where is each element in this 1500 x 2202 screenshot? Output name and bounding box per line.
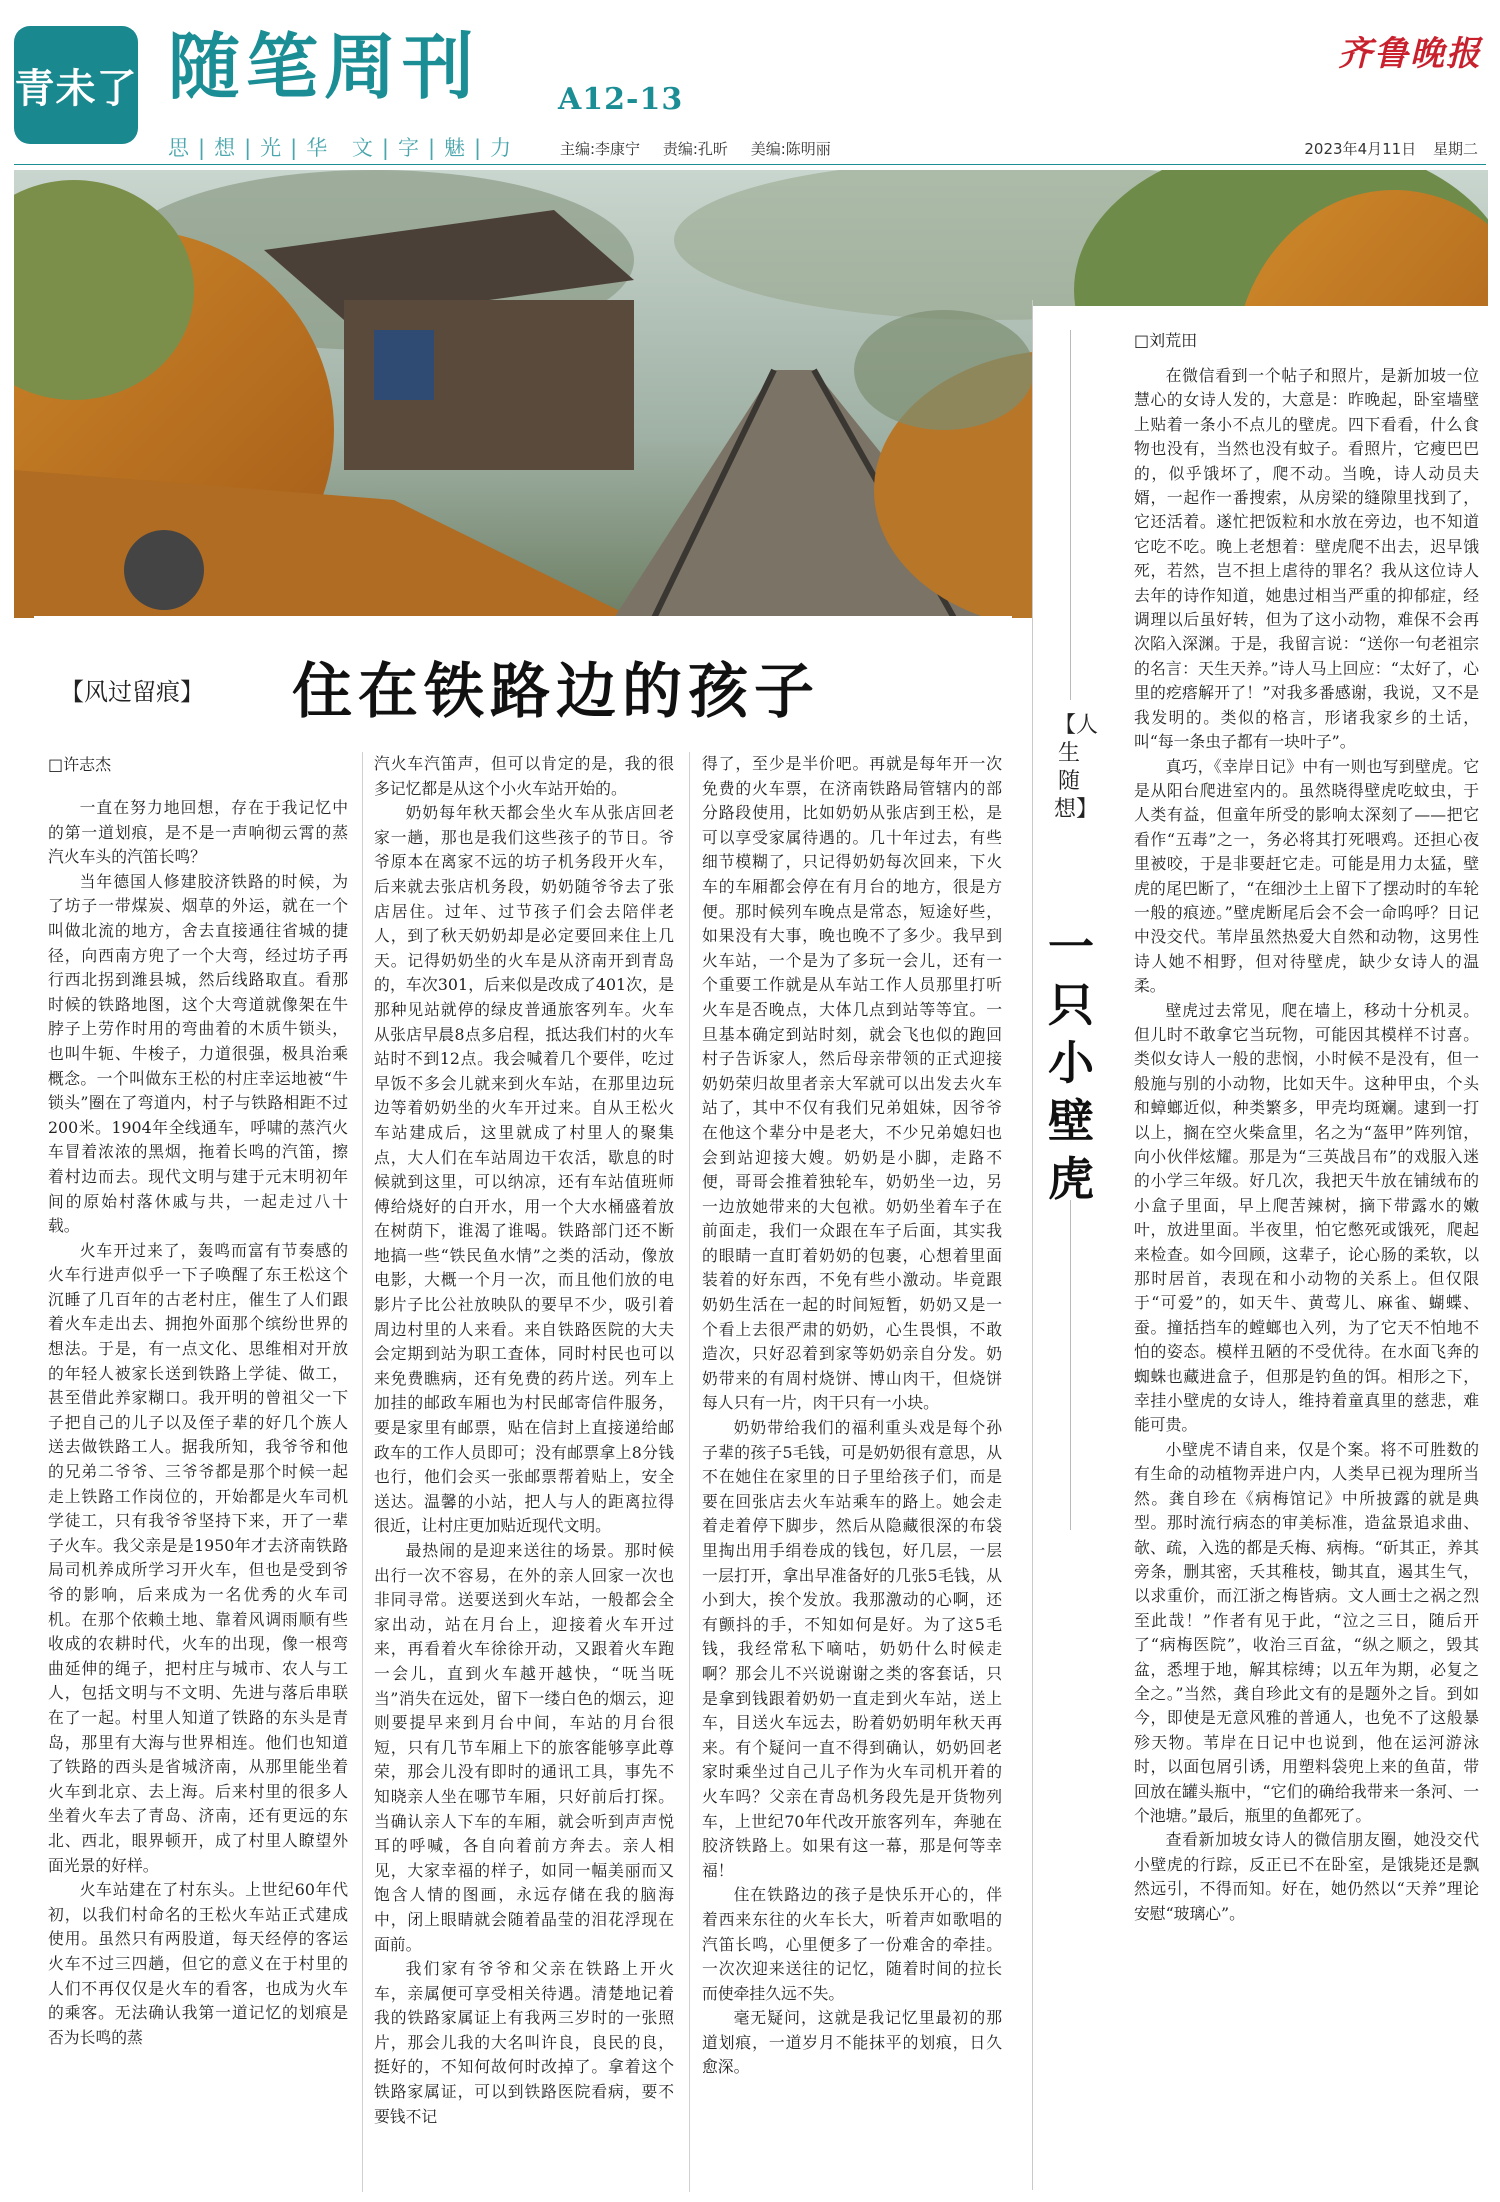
paragraph: 在微信看到一个帖子和照片，是新加坡一位慧心的女诗人发的，大意是：昨晚起，卧室墙壁上贴着一条小不点儿的壁虎。四下看看，什么食物也没有，当然也没有蚊子。看照片，它瘦巴巴的，似乎饿坏了，爬不动。当晚，诗人动员夫婿，一起作一番搜索，从房梁的缝隙里找到了，它还活着。遂忙把饭粒和水放在旁边，也不知道它吃不吃。晚上老想着：壁虎爬不出去，迟早饿死，若然，岂不担上虐待的罪名？我从这位诗人去年的诗作知道，她患过相当严重的抑郁症，经调理以后虽好转，但为了这小动物，难保不会再次陷入深渊。于是，我留言说：“送你一句老祖宗的名言：天生天养。”诗人马上回应：“太好了，心里的疙瘩解开了！”对我多番感谢，我说，又不是我发明的。类似的格言，形诸我家乡的土话，叫“每一条虫子都有一块叶子”。 <box>1134 366 1479 752</box>
paragraph: 真巧，《幸岸日记》中有一则也写到壁虎。它是从阳台爬进室内的。虽然晓得壁虎吃蚊虫，于人类有益，但童年所受的影响太深刻了——把它看作“五毒”之一，务必将其打死喂鸡。还担心夜里被咬，于是非要赶它走。可能是用力太猛，壁虎的尾巴断了，“在细沙土上留下了摆动时的车轮一般的痕迹。”壁虎断尾后会不会一命呜呼？日记中没交代。苇岸虽然热爱大自然和动物，这男性诗人她不相野，但对待壁虎，缺少女诗人的温柔。 <box>1134 756 1479 996</box>
duty-editor: 责编:孔昕 <box>662 140 728 158</box>
article-column-3 <box>702 752 1002 2192</box>
newspaper-brand: 齐鲁晚报 <box>1338 34 1482 74</box>
article-column-1 <box>48 796 348 2192</box>
masthead-divider <box>14 164 1486 165</box>
column-tag: 【风过留痕】 <box>60 678 204 706</box>
paragraph: 奶奶带给我们的福利重头戏是每个孙子辈的孩子5毛钱，可是奶奶很有意思，从不在她住在家里的日子里给孩子们，而是要在回张店去火车站乘车的路上。她会走着走着停下脚步，然后从隐藏很深的布袋里掏出用手绢卷成的钱包，好几层，一层一层打开，拿出早准备好的几张5毛钱，从小到大，挨个发放。我那激动的心啊，还有颤抖的手，不知如何是好。为了这5毛钱，我经常私下嘀咕，奶奶什么时候走啊？那会儿不兴说谢谢之类的客套话，只是拿到钱跟着奶奶一直走到火车站，送上车，目送火车远去，盼着奶奶明年秋天再来。有个疑问一直不得到确认，奶奶回老家时乘坐过自己儿子作为火车司机开着的火车吗？父亲在青岛机务段先是开货物列车，上世纪70年代改开旅客列车，奔驰在胶济铁路上。如果有这一幕，那是何等幸福！ <box>702 1418 1002 1880</box>
vertical-rule-bottom <box>1070 1200 1071 1530</box>
paragraph: 小壁虎不请自来，仅是个案。将不可胜数的有生命的动植物弄进户内，人类早已视为理所当然。龚自珍在《病梅馆记》中所披露的就是典型。那时流行病态的审美标准，造盆景追求曲、欹、疏，入选的都是夭梅、病梅。“斫其正，养其旁条，删其密，夭其稚枝，锄其直，遏其生气，以求重价，而江浙之梅皆病。文人画士之祸之烈至此哉！”作者有见于此，“泣之三日，随后开了“病梅医院”，收治三百盆，“纵之顺之，毁其盆，悉埋于地，解其棕缚；以五年为期，必复之全之。”当然，龚自珍此文有的是题外之旨。到如今，即使是无意风雅的普通人，也免不了这般暴殄天物。苇岸在日记中也说到，他在运河游泳时，以面包屑引诱，用塑料袋兜上来的鱼苗，带回放在罐头瓶中，“它们的确给我带来一条河、一个池塘。”最后，瓶里的鱼都死了。 <box>1134 1439 1479 1825</box>
paragraph: 奶奶每年秋天都会坐火车从张店回老家一趟，那也是我们这些孩子的节日。爷爷原本在离家不远的坊子机务段开火车，后来就去张店机务段，奶奶随爷爷去了张店居住。过年、过节孩子们会去陪伴老人，到了秋天奶奶却是必定要回来住上几天。记得奶奶坐的火车是从济南开到青岛的，车次301，后来似是改成了401次，是那种见站就停的绿皮普通旅客列车。火车从张店早晨8点多启程，抵达我们村的火车站时不到12点。我会喊着几个要伴，吃过早饭不多会儿就来到火车站，在那里边玩边等着奶奶坐的火车开过来。自从王松火车站建成后，这里就成了村里人的聚集点，大人们在车站周边干农活，歇息的时候就到这里，可以纳凉，还有车站值班师傅给烧好的白开水，用一个大水桶盛着放在树荫下，谁渴了谁喝。铁路部门还不断地搞一些“铁民鱼水情”之类的活动，像放电影，大概一个月一次，而且他们放的电影片子比公社放映队的要早不少，吸引着周边村里的人来看。来自铁路医院的大夫会定期到站为职工査体，同时村民也可以来免费瞧病，还有免费的药片送。列车上加挂的邮政车厢也为村民邮寄信件服务，要是家里有邮票，贴在信封上直接递给邮政车的工作人员即可；没有邮票拿上8分钱也行，他们会买一张邮票帮着贴上，安全送达。温馨的小站，把人与人的距离拉得很近，让村庄更加贴近现代文明。 <box>374 803 674 1536</box>
paragraph: 查看新加坡女诗人的微信朋友圈，她没交代小壁虎的行踪，反正已不在卧室，是饿毙还是飘然远引，不得而知。好在，她仍然以“天养”理论安慰“玻璃心”。 <box>1134 1830 1479 1923</box>
paragraph: 住在铁路边的孩子是快乐开心的，伴着西来东往的火车长大，听着声如歌唱的汽笛长鸣，心里便多了一份难舍的牵挂。一次次迎来送往的记忆，随着时间的拉长而使牵挂久远不失。 <box>702 1885 1002 2003</box>
paragraph: 得了，至少是半价吧。再就是每年开一次免费的火车票，在济南铁路局管辖内的部分路段使用，比如奶奶从张店到王松，是可以享受家属待遇的。几十年过去，有些细节模糊了，只记得奶奶每次回来，下火车的车厢都会停在有月台的地方，很是方便。那时候列车晚点是常态，短途好些，如果没有大事，晚也晚不了多少。我早到火车站，一个是为了多玩一会儿，还有一个重要工作就是从车站工作人员那里打听火车是否晚点，大体几点到站等等宜。一旦基本确定到站时刻，就会飞也似的跑回村子告诉家人，然后母亲带领的正式迎接奶奶荣归故里者亲大军就可以出发去火车站了，其中不仅有我们兄弟姐妹，因爷爷在他这个辈分中是老大，不少兄弟媳妇也会到站迎接大嫂。奶奶是小脚，走路不便，哥哥会推着独轮车，奶奶坐一边，另一边放她带来的大包袱。奶奶坐着车子在前面走，我们一众跟在车子后面，其实我的眼睛一直盯着奶奶的包裹，心想着里面装着的好东西，不免有些小激动。毕竟跟奶奶生活在一起的时间短暂，奶奶又是一个看上去很严肃的奶奶，心生畏惧，不敢造次，只好忍着到家等奶奶亲自分发。奶奶带来的有周村烧饼、博山肉干，但烧饼每人只有一片，肉干只有一小块。 <box>702 754 1002 1413</box>
logo-text: 青未了 <box>14 65 138 112</box>
article-divider <box>1032 300 1033 2190</box>
right-article-byline: □刘荒田 <box>1134 331 1198 350</box>
article-column-2 <box>374 752 674 2192</box>
logo <box>14 26 138 144</box>
section-title: 随笔周刊 <box>168 25 481 109</box>
staff-credits <box>560 138 849 159</box>
paragraph: 最热闹的是迎来送往的场景。那时候出行一次不容易，在外的亲人回家一次也非同寻常。送要送到火车站，一般都会全家出动，站在月台上，迎接着火车开过来，再看着火车徐徐开动，又跟着火车跑一会儿，直到火车越开越快，“呒当呒当”消失在远处，留下一缕白色的烟云，迎则要提早来到月台中间，车站的月台很短，只有几节车厢上下的旅客能够享此尊荣，那会儿没有即时的通讯工具，事先不知晓亲人坐在哪节车厢，只好前后打探。当确认亲人下车的车厢，就会听到声声悦耳的呼喊，各自向着前方奔去。亲人相见，大家幸福的样子，如同一幅美丽而又饱含人情的图画，永远存储在我的脑海中，闭上眼睛就会随着晶莹的泪花浮现在面前。 <box>374 1541 674 1954</box>
right-article-title: 一只小壁虎 <box>1048 920 1094 1206</box>
issue-date <box>1292 138 1478 159</box>
paragraph: 壁虎过去常见，爬在墙上，移动十分机灵。但儿时不敢拿它当玩物，可能因其模样不讨喜。类似女诗人一般的悲悯，小时候不是没有，但一般施与别的小动物，比如天牛。这种甲虫，个头和蟑螂近似，种类繁多，甲壳均斑斓。逮到一打以上，搁在空火柴盒里，名之为“盔甲”阵列馆，向小伙伴炫耀。那是为“三英战吕布”的戏服入迷的小学三年级。好几次，我把天牛放在铺绒布的小盒子里面，早上爬苦辣树，摘下带露水的嫩叶，放进里面。半夜里，怕它憋死或饿死，爬起来检查。如今回顾，这辈子，论心肠的柔软，以那时居首，表现在和小动物的关系上。但仅限于“可爱”的，如天牛、黄莺儿、麻雀、蝴蝶、蚕。撞括挡车的螳螂也入列，为了它天不怕地不怕的姿态。模样丑陋的不受优待。在水面飞奔的蜘蛛也藏进盒子，但那是钓鱼的饵。相形之下，幸挂小壁虎的女诗人，维持着童真里的慈悲，难能可贵。 <box>1134 1000 1479 1435</box>
paragraph: 当年德国人修建胶济铁路的时候，为了坊子一带煤炭、烟草的外运，就在一个叫做北流的地方，舍去直接通往省城的捷径，向西南方兜了一个大弯，经过坊子再行西北拐到潍县城，然后线路取直。看那时候的铁路地图，这个大弯道就像架在牛脖子上劳作时用的弯曲着的木质牛锁头，也叫牛轭、牛梭子，力道很强，极具治乘概念。一个叫做东王松的村庄幸运地被“牛锁头”圈在了弯道内，村子与铁路相距不过200米。1904年全线通车，呼啸的蒸汽火车冒着浓浓的黑烟，拖着长鸣的汽笛，擦着村边而去。现代文明与建于元末明初年间的原始村落休戚与共，一起走过八十载。 <box>48 871 348 1236</box>
column-divider <box>362 752 363 2192</box>
date-text: 2023年4月11日 <box>1304 140 1417 158</box>
paragraph: 一直在努力地回想，存在于我记忆中的第一道划痕，是不是一声响彻云霄的蒸汽火车头的汽笛长鸣？ <box>48 798 348 867</box>
article-byline: □许志杰 <box>48 755 112 774</box>
paragraph: 火车站建在了村东头。上世纪60年代初，以我们村命名的王松火车站正式建成使用。虽然只有两股道，每天经停的客运火车不过三四趟，但它的意义在于村里的人们不再仅仅是火车的看客，也成为火车的乘客。无法确认我第一道记忆的划痕是否为长鸣的蒸 <box>48 1880 348 2047</box>
column-divider <box>689 752 690 2192</box>
page-number: A12-13 <box>558 82 684 117</box>
right-article-body <box>1134 364 1479 2190</box>
tagline: 思|想|光|华 文|字|魅|力 <box>168 136 521 160</box>
chief-editor: 主编:李康宁 <box>560 140 641 158</box>
paragraph: 我们家有爷爷和父亲在铁路上开火车，亲属便可享受相关待遇。清楚地记着我的铁路家属证上有我两三岁时的一张照片，那会儿我的大名叫许良，良民的良，挺好的，不知何故何时改掉了。拿着这个铁路家属证，可以到铁路医院看病，要不要钱不记 <box>374 1959 674 2126</box>
paragraph: 火车开过来了，轰鸣而富有节奏感的火车行进声似乎一下子唤醒了东王松这个沉睡了几百年的古老村庄，催生了人们跟着火车走出去、拥抱外面那个缤纷世界的想法。于是，有一点文化、思维相对开放的年轻人被家长送到铁路上学徒、做工，甚至借此养家糊口。我开明的曾祖父一下子把自己的儿子以及侄子辈的好几个族人送去做铁路工人。据我所知，我爷爷和他的兄弟二爷爷、三爷爷都是那个时候一起走上铁路工作岗位的，开始都是火车司机学徒工，只有我爷爷坚持下来，开了一辈子火车。我父亲是是1950年才去济南铁路局司机养成所学习开火车，但也是受到爷爷的影响，后来成为一名优秀的火车司机。在那个依赖土地、靠着风调雨顺有些收成的农耕时代，火车的出现，像一根弯曲延伸的绳子，把村庄与城市、农人与工人，包括文明与不文明、先进与落后串联在了一起。村里人知道了铁路的东头是青岛，那里有大海与世界相连。他们也知道了铁路的西头是省城济南，从那里能坐着火车到北京、去上海。后来村里的很多人坐着火车去了青岛、济南，还有更远的东北、西北，眼界顿开，成了村里人瞭望外面光景的好样。 <box>48 1240 348 1875</box>
weekday-text: 星期二 <box>1432 140 1478 158</box>
art-editor: 美编:陈明丽 <box>750 140 831 158</box>
paragraph: 毫无疑问，这就是我记忆里最初的那道划痕，一道岁月不能抹平的划痕，日久愈深。 <box>702 2008 1002 2077</box>
vertical-rule-top <box>1070 330 1071 700</box>
paragraph: 汽火车汽笛声，但可以肯定的是，我的很多记忆都是从这个小火车站开始的。 <box>374 754 674 798</box>
article-headline: 住在铁路边的孩子 <box>292 657 820 727</box>
right-column-tag: 【人生随想】 <box>1054 713 1099 822</box>
